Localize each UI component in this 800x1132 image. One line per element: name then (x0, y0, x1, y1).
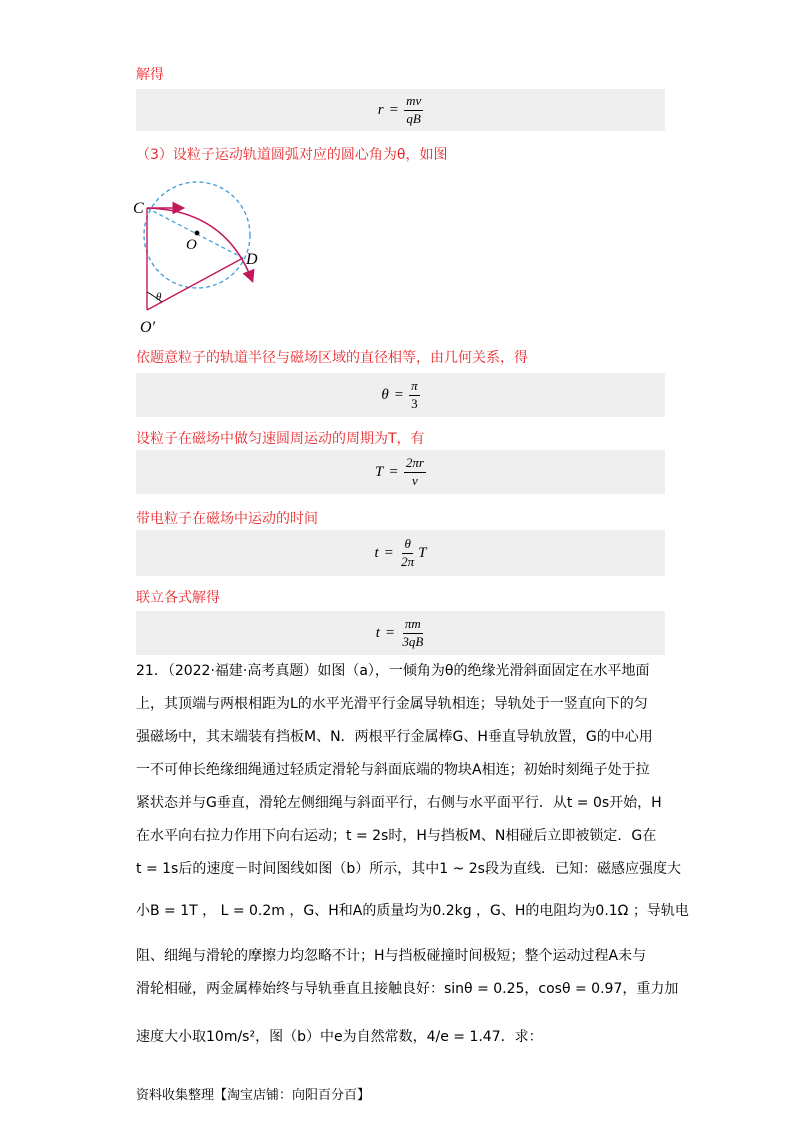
problem-line-8: 小B = 1T ， L = 0.2m ，G、H和A的质量均为0.2kg ，G、H的电阻均为0.1Ω ；导轨电 (136, 903, 689, 919)
eq-t-op: = (384, 544, 394, 561)
problem-line-6: 在水平向右拉力作用下向右运动；t = 2s时，H与挡板M、N相碰后立即被锁定．G在 (136, 828, 657, 844)
geometry-figure (130, 180, 280, 340)
eq-tf-lhs: t (375, 624, 380, 641)
problem-line-4: 一不可伸长绝缘细绳通过轻质定滑轮与斜面底端的物块A相连；初始时刻绳子处于拉 (136, 762, 650, 778)
eq-T-lhs: T (375, 463, 384, 480)
problem-line-7: t = 1s后的速度－时间图线如图（b）所示，其中1 ~ 2s段为直线．已知：磁感应强度大 (136, 861, 681, 877)
geometry-text: 依题意粒子的轨道半径与磁场区域的直径相等，由几何关系，得 (136, 350, 528, 366)
problem-21 (136, 655, 689, 1065)
eq-tf-num: πm (403, 617, 423, 634)
equation-r (136, 89, 665, 131)
label-D: D (246, 251, 258, 268)
label-O: O (186, 237, 197, 253)
problem-line-5: 紧状态并与G垂直，滑轮左侧细绳与斜面平行，右侧与水平面平行．从t = 0s开始，H (136, 795, 662, 811)
problem-line-9: 阻、细绳与滑轮的摩擦力均忽略不计；H与挡板碰撞时间极短；整个运动过程A未与 (136, 948, 647, 964)
eq-theta-num: π (409, 379, 420, 396)
eq-theta-op: = (394, 386, 404, 403)
eq-t-suffix: T (418, 544, 427, 561)
eq-T-op: = (389, 463, 398, 480)
combine-text: 联立各式解得 (136, 590, 220, 606)
trajectory-arc (147, 208, 252, 280)
time-text: 带电粒子在磁场中运动的时间 (136, 511, 318, 527)
period-text: 设粒子在磁场中做匀速圆周运动的周期为T，有 (136, 431, 425, 447)
equation-t-final (136, 611, 665, 655)
solve-label: 解得 (136, 67, 164, 83)
eq-t-num: θ (402, 537, 412, 554)
eq-t-den: 2π (401, 553, 415, 569)
label-theta: θ (156, 291, 162, 303)
part3-text: （3）设粒子运动轨道圆弧对应的圆心角为θ，如图 (136, 147, 448, 163)
eq-T-num: 2πr (404, 456, 426, 473)
equation-T (136, 450, 665, 494)
problem-line-3: 强磁场中，其末端装有挡板M、N．两根平行金属棒G、H垂直导轨放置，G的中心用 (136, 729, 653, 745)
equation-theta (136, 373, 665, 417)
problem-line-10: 滑轮相碰，两金属棒始终与导轨垂直且接触良好：sinθ = 0.25，cosθ = 0.97，重力加 (136, 981, 679, 997)
eq-r-lhs: r (377, 101, 384, 118)
eq-T-den: v (412, 472, 418, 488)
equation-t (136, 530, 665, 576)
problem-line-2: 上，其顶端与两根相距为L的水平光滑平行金属导轨相连；导轨处于一竖直向下的匀 (136, 696, 648, 712)
footer-source: 资料收集整理【淘宝店铺：向阳百分百】 (136, 1088, 371, 1103)
label-Oprime: O′ (140, 319, 156, 336)
problem-line-1: 21．（2022·福建·高考真题）如图（a），一倾角为θ的绝缘光滑斜面固定在水平地面 (136, 663, 650, 679)
eq-tf-den: 3qB (402, 633, 424, 649)
eq-r-den: qB (406, 110, 421, 126)
center-dot (195, 231, 200, 236)
eq-t-lhs: t (374, 544, 379, 561)
eq-r-op: = (389, 101, 399, 118)
eq-r-num: mv (404, 94, 423, 111)
eq-theta-den: 3 (411, 395, 418, 411)
problem-line-11: 速度大小取10m/s²，图（b）中e为自然常数，4/e = 1.47．求： (136, 1029, 543, 1045)
eq-tf-op: = (385, 624, 395, 641)
label-C: C (133, 200, 144, 217)
eq-theta-lhs: θ (381, 386, 389, 403)
